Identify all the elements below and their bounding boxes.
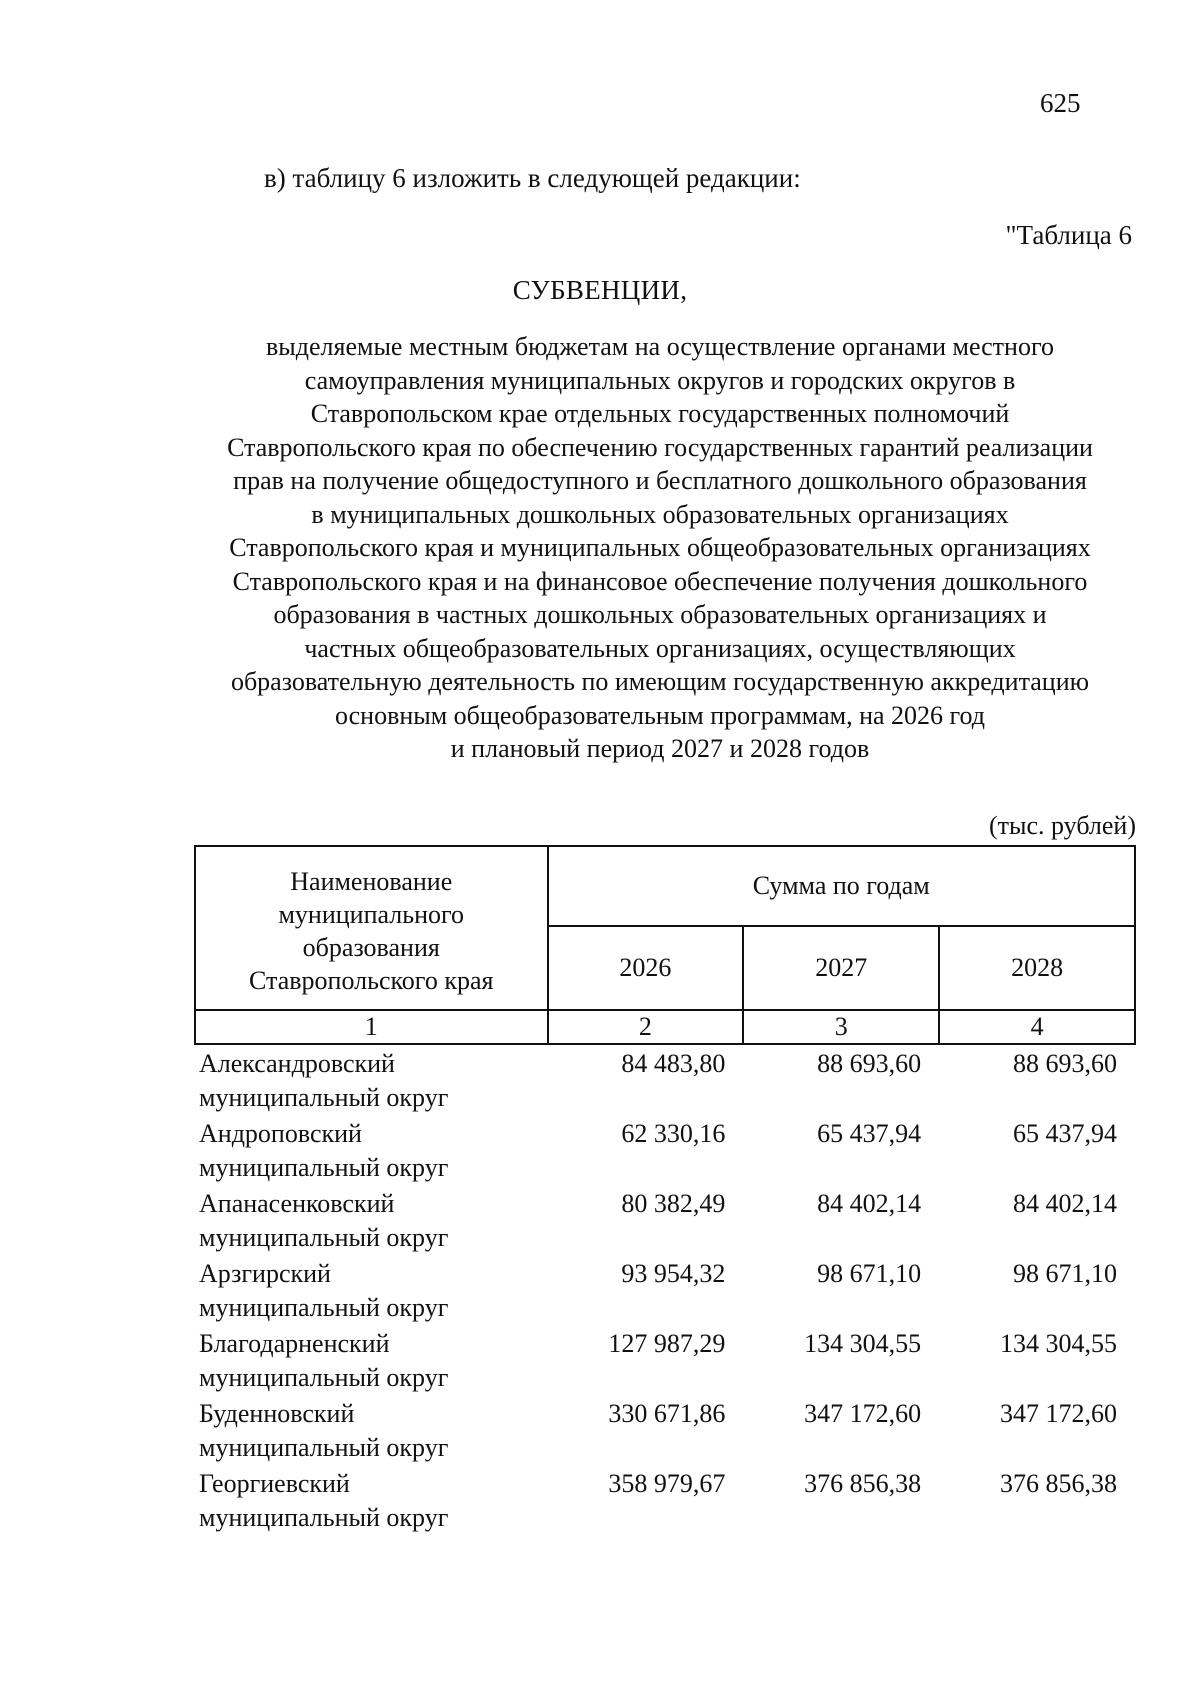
header-name-line: муниципального <box>278 900 465 929</box>
municipality-name <box>195 1255 548 1325</box>
municipality-name-line: муниципальный округ <box>199 1083 449 1112</box>
header-year-2027: 2027 <box>743 926 939 1010</box>
municipality-name <box>195 1044 548 1115</box>
value-2026: 62 330,16 <box>621 1119 726 1148</box>
municipality-name-line: муниципальный округ <box>199 1293 449 1322</box>
municipality-name-line: Благодарненский <box>199 1329 390 1358</box>
municipality-name-line: Буденновский <box>199 1399 355 1428</box>
subtitle-line: Ставропольского края по обеспечению государственных гарантий реализации <box>227 432 1093 462</box>
municipality-name-line: Арзгирский <box>199 1259 331 1288</box>
municipality-name-line: Георгиевский <box>199 1469 350 1498</box>
header-municipality <box>195 846 548 1010</box>
subtitle-line: и плановый период 2027 и 2028 годов <box>450 734 870 763</box>
page-number: 625 <box>1040 88 1081 118</box>
value-2028: 134 304,55 <box>1000 1329 1117 1358</box>
table-row <box>195 1185 1135 1255</box>
value-2026: 330 671,86 <box>608 1399 726 1428</box>
table-row <box>195 1395 1135 1465</box>
table-label: "Таблица 6 <box>1005 220 1132 250</box>
subventions-table <box>194 845 1136 1535</box>
document-subtitle <box>170 330 1150 766</box>
municipality-name-line: муниципальный округ <box>199 1503 449 1532</box>
subtitle-line: образовательную деятельность по имеющим государственную аккредитацию <box>230 667 1090 696</box>
municipality-name-line: Апанасенковский <box>199 1189 395 1218</box>
value-2027: 65 437,94 <box>817 1119 922 1148</box>
municipality-name <box>195 1465 548 1535</box>
municipality-name <box>195 1325 548 1395</box>
municipality-name-line: Андроповский <box>199 1119 362 1148</box>
value-2028: 84 402,14 <box>1013 1189 1117 1218</box>
value-2028: 98 671,10 <box>1013 1259 1117 1288</box>
header-year-2028: 2028 <box>939 926 1135 1010</box>
table-row <box>195 1325 1135 1395</box>
document-title: СУБВЕНЦИИ, <box>512 275 688 305</box>
subtitle-line: Ставропольского края и муниципальных общеобразовательных организациях <box>229 533 1091 562</box>
value-2027: 98 671,10 <box>817 1259 922 1288</box>
table-row <box>195 1044 1135 1115</box>
header-name-line: образования <box>302 933 440 962</box>
municipality-name <box>195 1395 548 1465</box>
subtitle-line: в муниципальных дошкольных образовательных организациях <box>311 499 1009 529</box>
subtitle-line: самоуправления муниципальных округов и городских округов в <box>304 365 1016 395</box>
value-2026: 80 382,49 <box>621 1189 726 1218</box>
column-number: 1 <box>195 1010 548 1044</box>
subtitle-line: Ставропольском крае отдельных государственных полномочий <box>310 399 1010 428</box>
municipality-name-line: муниципальный округ <box>199 1433 449 1462</box>
table-row <box>195 1255 1135 1325</box>
municipality-name-line: муниципальный округ <box>199 1153 449 1182</box>
municipality-name-line: муниципальный округ <box>199 1363 449 1392</box>
subtitle-line: прав на получение общедоступного и бесплатного дошкольного образования <box>233 466 1087 495</box>
header-name-line: Ставропольского края <box>249 966 494 995</box>
header-year-2026: 2026 <box>548 926 744 1010</box>
municipality-name <box>195 1185 548 1255</box>
value-2027: 347 172,60 <box>804 1399 922 1428</box>
units-label: (тыс. рублей) <box>988 811 1136 840</box>
value-2028: 376 856,38 <box>1000 1469 1117 1498</box>
value-2027: 134 304,55 <box>804 1329 922 1358</box>
instruction-text: в) таблицу 6 изложить в следующей редакции: <box>264 163 801 193</box>
municipality-name-line: муниципальный округ <box>199 1223 449 1252</box>
municipality-name-line: Александровский <box>199 1049 395 1078</box>
value-2028: 347 172,60 <box>1000 1399 1117 1428</box>
column-number: 4 <box>939 1010 1135 1044</box>
subtitle-line: основным общеобразовательным программам, на 2026 год <box>334 700 986 730</box>
header-sum-by-years: Сумма по годам <box>548 846 1136 926</box>
value-2027: 376 856,38 <box>804 1469 922 1498</box>
subtitle-line: образования в частных дошкольных образовательных организациях и <box>273 600 1047 629</box>
value-2028: 88 693,60 <box>1013 1049 1117 1078</box>
table-row <box>195 1115 1135 1185</box>
value-2026: 358 979,67 <box>608 1469 726 1498</box>
subtitle-line: частных общеобразовательных организациях, осуществляющих <box>304 633 1016 663</box>
table-row <box>195 1465 1135 1535</box>
value-2026: 93 954,32 <box>621 1259 726 1288</box>
value-2027: 84 402,14 <box>817 1189 922 1218</box>
subtitle-line: Ставропольского края и на финансовое обеспечение получения дошкольного <box>232 566 1088 596</box>
header-name-line: Наименование <box>290 867 453 896</box>
subtitle-line: выделяемые местным бюджетам на осуществление органами местного <box>266 332 1054 361</box>
value-2026: 84 483,80 <box>621 1049 726 1078</box>
municipality-name <box>195 1115 548 1185</box>
column-number: 3 <box>743 1010 939 1044</box>
value-2027: 88 693,60 <box>817 1049 922 1078</box>
value-2028: 65 437,94 <box>1013 1119 1117 1148</box>
value-2026: 127 987,29 <box>608 1329 726 1358</box>
column-number: 2 <box>548 1010 744 1044</box>
